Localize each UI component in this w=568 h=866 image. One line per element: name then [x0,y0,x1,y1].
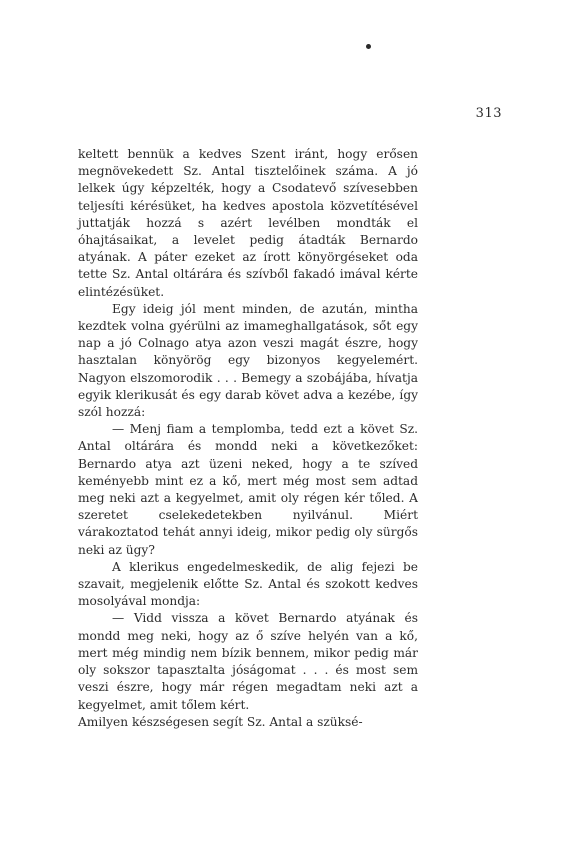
paragraph-4: A klerikus engedelmeskedik, de alig fejezi be szavait, megjelenik előtte Sz. Antal és szokott kedves mosolyával mondja: [78,559,418,609]
paragraph-1: keltett bennük a kedves Szent iránt, hogy erősen megnövekedett Sz. Antal tisztelőinek száma. A jó lelkek úgy képzelték, hogy a Csodatevő szívesebben teljesíti kérésüket, ha kedves apostola közvetítésével juttatják hozzá s azért levélben mondták el óhajtásaikat, a levelet pedig átadták Bernardo atyának. A páter ezeket az írott könyörgéseket oda tette Sz. Antal oltárára és szívből fakadó imával kérte elintézésüket. [78,147,418,299]
paragraph-3: — Menj fiam a templomba, tedd ezt a követ Sz. Antal oltárára és mondd neki a következőket: Bernardo atya azt üzeni neked, hogy a te szíved keményebb mint ez a kő, mert még most sem adtad meg neki azt a kegyelmet, amit oly régen kér tőled. A szeretet cselekedetekben nyilvánul. Miért várakoztatod tehát annyi ideig, mikor pedig oly sürgős neki az ügy? [78,422,418,557]
page-number: 313 [475,106,502,121]
paragraph-2: Egy ideig jól ment minden, de azután, mintha kezdtek volna gyérülni az imameghallgatások, sőt egy nap a jó Colnago atya azon veszi magát észre, hogy hasztalan könyörög egy bizonyos kegyelemért. Nagyon elszomorodik . . . Bemegy a szobájába, hívatja egyik klerikusát és egy darab követ adva a kezébe, így szól hozzá: [78,301,418,420]
paragraph-5: — Vidd vissza a követ Bernardo atyának és mondd meg neki, hogy az ő szíve helyén van a kő, mert még mindig nem bízik bennem, mikor pedig már oly sokszor tapasztalta jóságomat . . . és most sem veszi észre, hogy már régen megadtam neki azt a kegyelmet, amit tőlem kért. [78,611,418,712]
paragraph-6: Amilyen készségesen segít Sz. Antal a szüksé- [78,714,363,729]
ink-dot [366,44,371,49]
body-text [78,146,418,731]
